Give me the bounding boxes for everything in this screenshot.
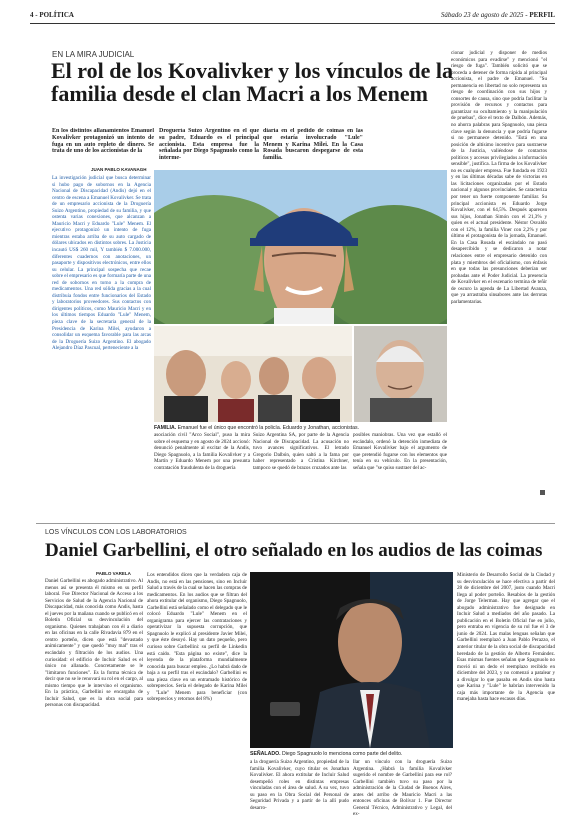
page-section: 4 - POLÍTICA [30,11,74,19]
end-mark [540,490,545,495]
article2-column-3: a la droguería Suizo Argentino, propiedad de la familia Kovalivker, cuyo titular es Jonathan Kovalivker. El ahora extitular de Incluir Salud desempeñó roles en distintas empresas vinculadas con el área de salud. A su vez, tuvo su paso en la Obra Social del Personal de Seguridad Privada y a partir de la allí pudo desarro- [250,759,349,811]
article2-kicker: LOS VÍNCULOS CON LOS LABORATORIOS [45,529,187,536]
article1-column-4: Suizo Argentina SA, por parte de la Agencia Nacional de Discapacidad. La acusación no tuvo avances significativos. El letrado Gregorio Dalbón, quien saltó a la fama por haber representado a Cristina Kirchner, tampoco se quedó de brazos cruzados ante las [253,432,349,471]
page-date: Sábado 23 de agosto de 2025 - [440,11,528,19]
article1-column-6: cionar judicial y disponer de medios económicos para evadirse" y mencionó "el riesgo de fuga". También solicitó que se proceda a detener de forma rápida al principal accionista, el padre de Emanuel. "Su permanencia en libertad no solo representa un riesgo de coordinación con sus hijos y consortes de causa, sino que podría facilitar la provisión de recursos y contactos para garantizar su ocultamiento y la manipulación de pruebas", dice el texto de Dalbón. Además, no ahorra palabras para Spagnuolo, una pieza clave según la denuncia y que podría fugarse si no permanece detenido. "Está en una posición de altísimo incentivo para sustraerse de la Justicia, valiéndose de contactos políticos y accesos privilegiados a información sensible", justifica. La firma de los Kovalivker no es cualquier empresa. Fue fundada en 1923 y en las últimas décadas sabe de victorias en las licitaciones organizadas por el Estado nacional y algunos provinciales. Se caracteriza por tener un fuerte componente familiar. Su principal accionista es Eduardo Jorge Kovalivker, con el 64,5%. Después aparecen sus hijos, Jonathan Simón con el 21,3% y quien es el actual presidente. Néstor Osvaldo con el 12%, la familia Viner con 2,2% y por último el protagonista de la jornada, Emanuel. En la Casa Rosada el escándalo no pasó desapercibido y se dedicaron a notar relaciones entre el empresario detenido con plata y miembros del oficialismo, con énfasis en que todas las presunciones deberían ser probadas ante el Poder Judicial. La presencia de Kovalivker en el escenario termina de teñir de oscuro la agenda de La Libertad Avanza, que ya arrastraba sinsabores ante las derrotas parlamentarias. [451,50,547,305]
article1-byline: JUAN PABLO KAVANAGH [91,167,147,172]
header-rule [30,23,555,24]
page-header [30,11,555,21]
photo-kovalivker-brothers [154,326,352,422]
article1-kicker: EN LA MIRA JUDICIAL [52,50,135,59]
article1-caption-text: Emanuel fue el único que encontró la policía. Eduardo y Jonathan, accionistas. [177,425,360,431]
article1-column-5: posibles maniobras. Una vez que estalló el escándalo, ordenó la detención inmediata de Emanuel Kovalivker bajo el argumento de que pretendió fugarse con los elementos que tenía en su vehículo. En la presentación, señala que "se quiso sustraer del ac- [353,432,447,471]
article1-lead-c: diaria en el pedido de coimas en las que estaría involucrado "Lule" Menem y Karina Milei. En la Casa Rosada buscaron despegarse de esta familia. [263,128,363,161]
article1-lead-b: Droguería Suizo Argentino en el que su padre, Eduardo es el principal accionista. Esta empresa fue la señalada por Diego Spagnuolo como la interme- [159,128,259,161]
article1-column-3: asociación civil "Arco Social", puso la mira sobre el esquema y en agosto de 2024 accionó: denunció penalmente al excitar de la Andis, Diego Spagnuolo, a la familia Kovalivker y a Martín y Eduardo Menem por una presunta contratación fraudulenta de la droguería [154,432,250,471]
article2-byline: PABLO VARELA [96,571,131,576]
article2-caption-label: SEÑALADO. [250,751,281,757]
article2-column-1: Daniel Garbellini es abogado administrativo. Al menos así se presenta él mismo en su perfil laboral. Fue Director Nacional de Acceso a los Servicios de Salud de la Agencia Nacional de Discapacidad, más conocida como Andis, hasta el jueves por la mañana cuando se publicó en el Boletín Oficial su desvinculación del organismo. Quienes trabajaban con él a diario en las oficinas en la calle Rivadavia 879 en el centro porteño, dicen que está "devastado anímicamente" y que quedó "muy mal" tras el escándalo y filtración de los audios. Una curiosidad: el edificio de Incluir Salud es el único no allanado. Concretamente se le "limitaron funciones". Es la forma técnica de decir que no se le renovará su rol en el cargo, al mismo tiempo que le intervino el organismo. En la práctica, Garbellini se encargaba de Incluir Salud, que es la obra social para personas con discapacidad. [45,578,143,709]
article2-headline: Daniel Garbellini, el otro señalado en los audios de las coimas [45,540,543,561]
photo-spagnuolo [250,572,453,748]
photo-eduardo-kovalivker [354,326,447,422]
article2-column-4: llar un vínculo con la droguería Suizo Argentina. ¿Habrá la familia Kovalivker sugerido el nombre de Garbellini para ese rol? Garbellini también tuvo su paso por la administración de la Ciudad de Buenos Aires, antes del arribo de Mauricio Macri a las entonces oficinas de Bolívar 1. Fue Director General Técnico, Administrativo y Legal, del ex- [353,759,452,818]
article1-column-1: La investigación judicial que busca determinar si hubo pago de sobornos en la Agencia Nacional de Discapacidad (Andis) dejó en el centro de escena a Emanuel Kovalivker. Se trata de un empresario accionista de la Droguería Suizo Argentino, propiedad de su familia, y que ostenta varias conexiones, que alcanzan a Mauricio Macri y Eduardo "Lule" Menem. El ejecutivo protagonizó un intento de fuga mientras estaba arriba de su auto cargado de dólares ubicados en distintos sobres. La Justicia incautó US$ 260 mil, Y también $ 7.000.000, diferentes cuadernos con anotaciones, un pasaporte y dispositivos electrónicos, entre ellos su celular. La principal sospecha que recae sobre el empresario es que formaría parte de una red de sobornos en torno a la compra de medicamentos. Una red sólida gracias a la cual distribuía fondos entre funcionarios del Estado y laboratorios proveedores. Sus contactos con dirigentes políticos, como Mauricio Macri y en los últimos tiempos Eduardo "Lule" Menem, pieza clave de la secretaria general de la Presidencia de Karina Milei, ayudaron a consolidar un esquema favorable para las arcas de la Droguería Suizo Argentino. El abogado Alejandro Díaz Pascual, perteneciente a la [52,175,151,352]
article2-column-2: Los entendidos dicen que la verdadera caja de Andis, no está en las pensiones, sino en Incluir Salud a través de la cual se hacen las compras de medicamentos. En los audios que se filtran del ahora extitular del organismo, Diego Spagnuolo, Garbellini está señalado como el delegado que le colocó Eduardo "Lule" Menem en el organigrama para ejercer las contrataciones y operativizar la supuesta corrupción, que Spagnuolo le explicó al presidente Javier Milei, y que éste desoyó. Hay un dato pequeño, pero curioso sobre Garbellini: su perfil de Linkedin está caído. "Esta página no existe", dice la leyenda de la plataforma mundialmente conocida para buscar empleo. ¿Lo habrá dado de baja a su perfil tras el escándalo? Garbellini es una pieza clave en un entramado histórico de sobreprecios. Sería el delegado de Karina Milei y "Lule" Menem para beneficiar (con sobreprecios y retornos del 8%) [147,572,247,703]
article1-headline: El rol de los Kovalivker y los vínculos de la familia desde el clan Macri a los Menem [51,58,453,106]
main-photo-emanuel [154,170,447,324]
brand: PERFIL [529,11,555,19]
article2-caption-text: Diego Spagnuolo lo menciona como parte del delito. [282,751,403,757]
article1-caption-label: FAMILIA. [154,425,177,431]
section-divider [36,523,555,524]
article1-lead-a: En los distintos allanamientos Emanuel Kovalivker protagonizó un intento de fuga en un auto repleto de dinero. Se trata de uno de los accionistas de la [52,128,154,155]
article2-column-5: Ministerio de Desarrollo Social de la Ciudad y su desvinculación se hace efectiva a partir del 28 de diciembre del 2007, justo cuando Macri llega al poder porteño. Resabios de la gestión de Jorge Telerman. Hay que agregar que el abogado administrativo fue designado en Incluir Salud a mediados del año pasado. La publicación en el Boletín Oficial fue en julio, pero entraba en vigencia de su rol fue el 3 de junio de 2024. Las malas lenguas señalan que Garbellini reemplazó a Juan Pablo Perazzo, el anterior titular de la obra social de discapacidad heredado de la gestión de Alberto Fernández. Esas mismas fuentes señalan que Spagnuolo no movió ni un dedo el reemplazo recibido en diciembre del 2023, y no comenzó a patalear y a divulgar lo que pasaba en Andis sino hasta que Karina y "Lule" le habrían intervenido la caja más importante de la Agencia que manejaba hasta hace escasos días. [457,572,555,703]
